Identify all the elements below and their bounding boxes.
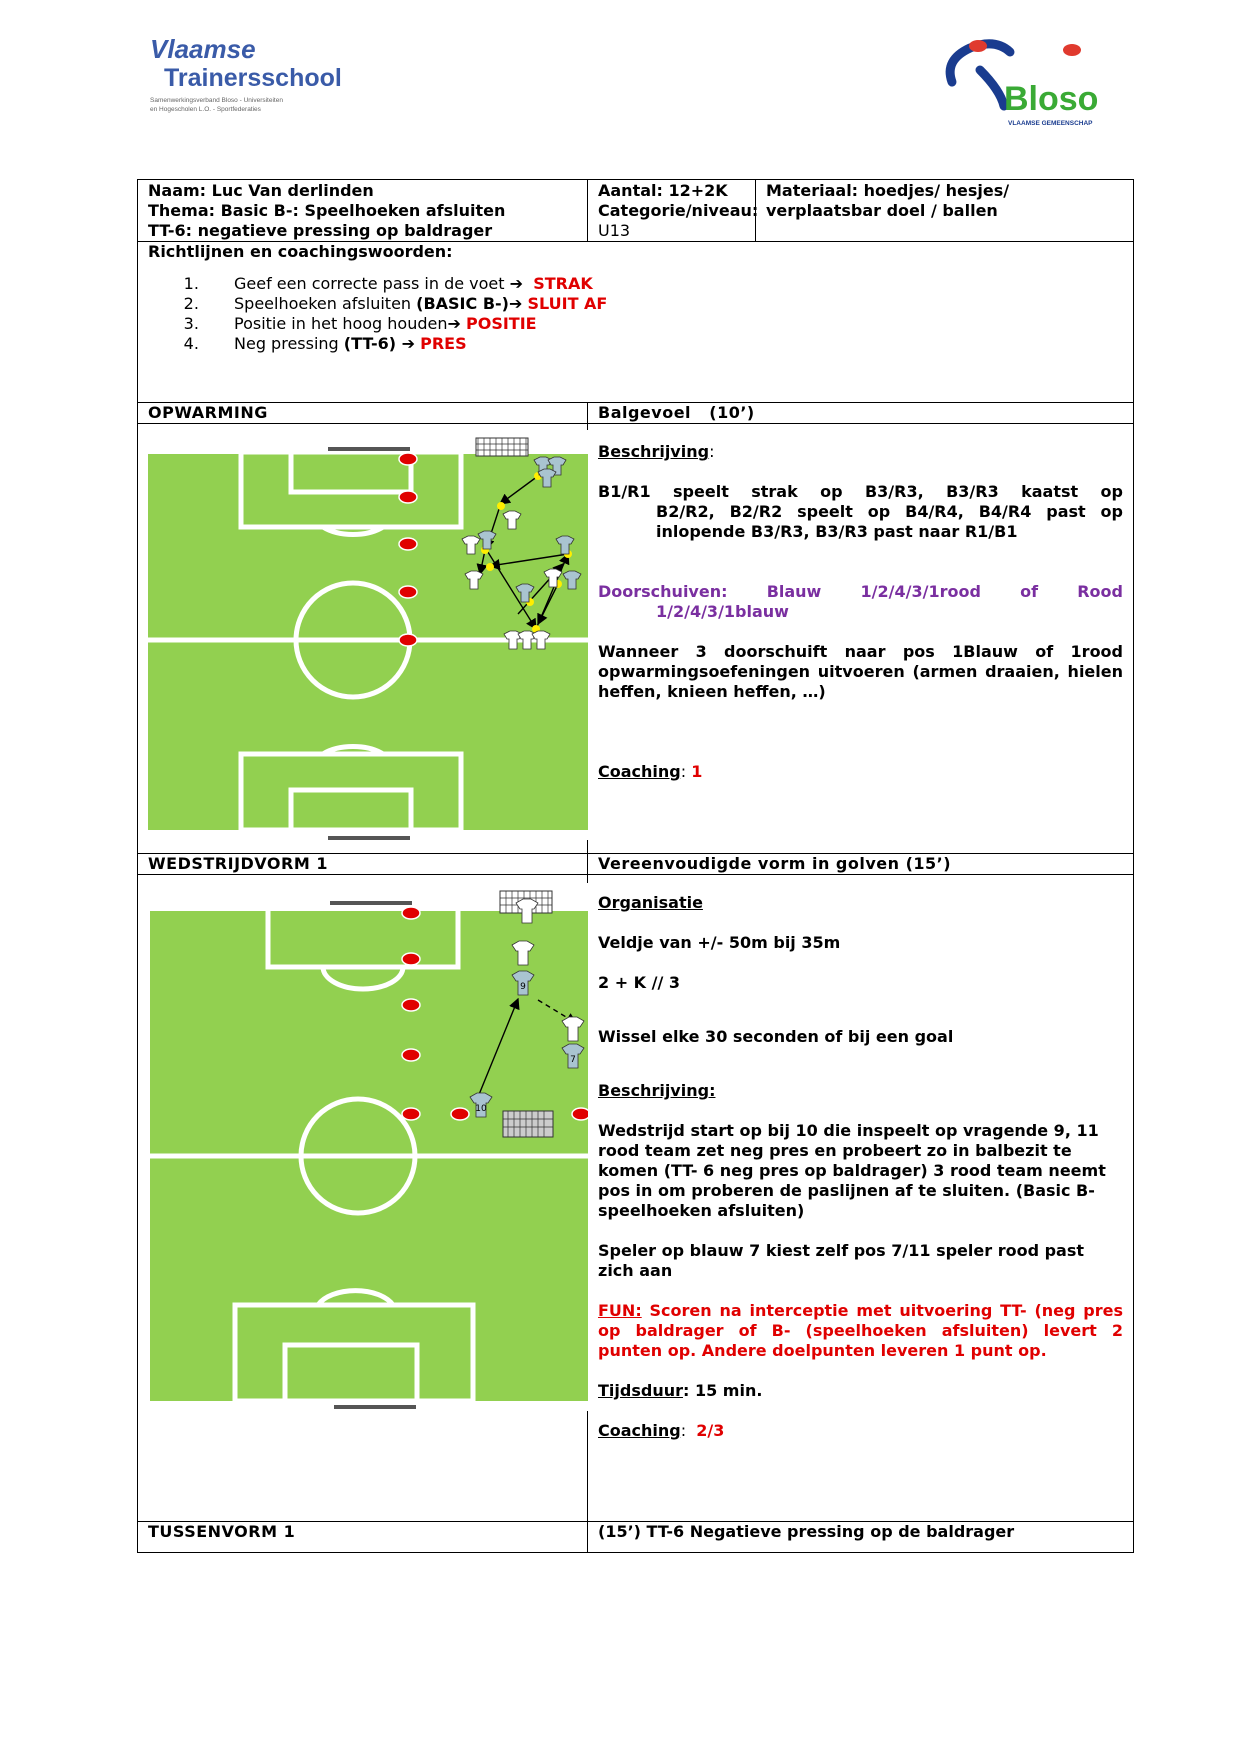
naam: Naam: Luc Van derlinden bbox=[148, 181, 374, 200]
wedstrijdvorm-pitch-diagram bbox=[138, 875, 588, 1415]
niveau: U13 bbox=[598, 221, 631, 240]
header-materiaal-cell bbox=[756, 180, 1134, 242]
tijdsduur-value: : 15 min. bbox=[682, 1381, 763, 1400]
wanneer-text: Wanneer 3 doorschuift naar pos 1Blauw of 1rood opwarmingsoefeningen uitvoeren (armen draaien, hielen heffen, knieen heffen, …) bbox=[598, 642, 1123, 701]
shirt-number-10: 10 bbox=[475, 1104, 487, 1114]
keyword: SLUIT AF bbox=[527, 294, 608, 313]
guideline-item: 2. Speelhoeken afsluiten (BASIC B-)➔ SLUIT AF bbox=[204, 294, 1123, 314]
wissel-text: Wissel elke 30 seconden of bij een goal bbox=[598, 1027, 954, 1046]
guidelines-row bbox=[138, 242, 1134, 403]
thema: Thema: Basic B-: Speelhoeken afsluiten bbox=[148, 201, 506, 220]
header-naam-cell bbox=[138, 180, 588, 242]
guidelines-list bbox=[148, 274, 1123, 354]
opwarming-description-cell: Beschrijving: B1/R1 speelt strak op B3/R3, B3/R3 kaatst op B2/R2, B2/R2 speelt op B4/R4, B4/R4 past op inlopende B3/R3, B3/R3 past naar R1/B1 Doorschuiven: Blauw 1/2/4/3/1rood of Rood 1/2/4/3/1blauw Wanneer 3 doorschuift naar pos 1Blauw of 1rood opwarmingsoefeningen uitvoeren (armen draaien, hielen heffen, knieen heffen, …) Coaching: 1 bbox=[588, 424, 1134, 854]
shirt-number-9: 9 bbox=[520, 982, 526, 992]
vlaamse-trainersschool-logo bbox=[148, 38, 378, 148]
opwarming-header-row bbox=[138, 403, 1134, 424]
guidelines-title: Richtlijnen en coachingswoorden: bbox=[148, 242, 453, 261]
coaching-value: 1 bbox=[691, 762, 703, 781]
veld-text: Veldje van +/- 50m bij 35m bbox=[598, 933, 841, 952]
doorschuiven-line-1: Doorschuiven: Blauw 1/2/4/3/1rood of Rood bbox=[598, 582, 1123, 601]
keyword: POSITIE bbox=[465, 314, 537, 333]
bloso-name: Bloso bbox=[1004, 80, 1099, 118]
beschrijving-text: Wedstrijd start op bij 10 die inspeelt op vragende 9, 11 rood team zet neg pres en probeert zo in balbezit te komen (TT- 6 neg pres op baldrager) 3 rood team neemt pos in om proberen de paslijnen af te sluiten. (Basic B- speelhoeken afsluiten) bbox=[598, 1121, 1106, 1220]
opwarming-label: OPWARMING bbox=[138, 403, 588, 424]
organisatie-label: Organisatie bbox=[598, 893, 703, 912]
wedstrijdvorm-label: WEDSTRIJDVORM 1 bbox=[138, 854, 588, 875]
coaching-value: 2/3 bbox=[696, 1421, 725, 1440]
beschrijving-label: Beschrijving bbox=[598, 442, 710, 461]
keyword: STRAK bbox=[533, 274, 593, 293]
opwarming-diagram-cell bbox=[138, 424, 588, 854]
wedstrijdvorm-description-cell: Organisatie Veldje van +/- 50m bij 35m 2 + K // 3 Wissel elke 30 seconden of bij een goal Beschrijving: Wedstrijd start op bij 10 die inspeelt op vragende 9, 11 rood team zet neg pres en probeert zo in balbezit te komen (TT- 6 neg pres op baldrager) 3 rood team neemt pos in om proberen de paslijnen af te sluiten. (Basic B- speelhoeken afsluiten) Speler op blauw 7 kiest zelf pos 7/11 speler rood past zich aan FUN: Scoren na interceptie met uitvoering TT- (neg pres op baldrager of B- (speelhoeken afsluiten) levert 2 punten op. Andere doelpunten leveren 1 punt op. Tijdsduur: 15 min. Coaching: 2/3 bbox=[588, 875, 1134, 1522]
logo-sub-1: Samenwerkingsverband Bloso - Universiteiten bbox=[150, 97, 283, 104]
opwarming-pitch-diagram bbox=[138, 424, 588, 848]
arrow-icon: ➔ bbox=[447, 314, 461, 333]
shirt-number-7: 7 bbox=[570, 1055, 576, 1065]
wedstrijdvorm-title: Vereenvoudigde vorm in golven (15’) bbox=[588, 854, 1134, 875]
opwarming-title: Balgevoel (10’) bbox=[588, 403, 1134, 424]
coaching-label: Coaching bbox=[598, 762, 681, 781]
bloso-logo bbox=[940, 30, 1120, 140]
wedstrijdvorm-row bbox=[138, 875, 1134, 1522]
materiaal-2: verplaatsbar doel / ballen bbox=[766, 201, 998, 220]
categorie: Categorie/niveau: bbox=[598, 201, 759, 220]
guideline-item: 4. Neg pressing (TT-6) ➔ PRES bbox=[204, 334, 1123, 354]
header-aantal-cell bbox=[588, 180, 759, 242]
logo-trainersschool: Trainersschool bbox=[164, 64, 342, 92]
coaching-label: Coaching bbox=[598, 1421, 681, 1440]
bloso-sub: VLAAMSE GEMEENSCHAP bbox=[1008, 120, 1093, 127]
tussenvorm-label: TUSSENVORM 1 bbox=[138, 1522, 588, 1553]
speler-text: Speler op blauw 7 kiest zelf pos 7/11 speler rood past zich aan bbox=[598, 1241, 1085, 1280]
goal-icon bbox=[476, 438, 528, 456]
materiaal-1: Materiaal: hoedjes/ hesjes/ bbox=[766, 181, 1010, 200]
spelers-text: 2 + K // 3 bbox=[598, 973, 681, 992]
keyword: PRES bbox=[420, 334, 467, 353]
arrow-icon: ➔ bbox=[509, 274, 524, 293]
fun-text: FUN: Scoren na interceptie met uitvoering TT- (neg pres op baldrager of B- (speelhoeken afsluiten) levert 2 punten op. Andere doelpunten leveren 1 punt op. bbox=[598, 1301, 1123, 1360]
tussenvorm-row bbox=[138, 1522, 1134, 1553]
opwarming-row bbox=[138, 424, 1134, 854]
arrow-icon: ➔ bbox=[508, 294, 523, 313]
header-row bbox=[138, 180, 1134, 242]
guideline-item: 1. Geef een correcte pass in de voet ➔ STRAK bbox=[204, 274, 1123, 294]
fun-label: FUN: bbox=[598, 1301, 642, 1320]
doorschuiven-line-2: 1/2/4/3/1blauw bbox=[656, 602, 789, 621]
wedstrijdvorm-diagram-cell bbox=[138, 875, 588, 1522]
beschrijving-text: B2/R2, B2/R2 speelt op B4/R4, B4/R4 past op inlopende B3/R3, B3/R3 past naar R1/B1 bbox=[656, 502, 1123, 541]
tussenvorm-title: (15’) TT-6 Negatieve pressing op de baldrager bbox=[588, 1522, 1134, 1553]
beschrijving-label: Beschrijving: bbox=[598, 1081, 716, 1100]
training-sheet bbox=[137, 179, 1134, 1553]
logo-sub-2: en Hogescholen L.O. - Sportfederaties bbox=[150, 106, 261, 113]
tt-label: TT-6: negatieve pressing op baldrager bbox=[148, 221, 493, 240]
mobile-goal-icon bbox=[503, 1111, 553, 1137]
arrow-icon: ➔ bbox=[396, 334, 416, 353]
aantal: Aantal: 12+2K bbox=[598, 181, 728, 200]
beschrijving-line-1: B1/R1 speelt strak op B3/R3, B3/R3 kaatst op bbox=[598, 482, 1123, 501]
tijdsduur-label: Tijdsduur bbox=[598, 1381, 683, 1400]
logo-vlaamse: Vlaamse bbox=[150, 38, 256, 64]
wedstrijdvorm-header-row bbox=[138, 854, 1134, 875]
guideline-item: 3. Positie in het hoog houden➔ POSITIE bbox=[204, 314, 1123, 334]
guidelines-cell bbox=[138, 242, 1134, 403]
